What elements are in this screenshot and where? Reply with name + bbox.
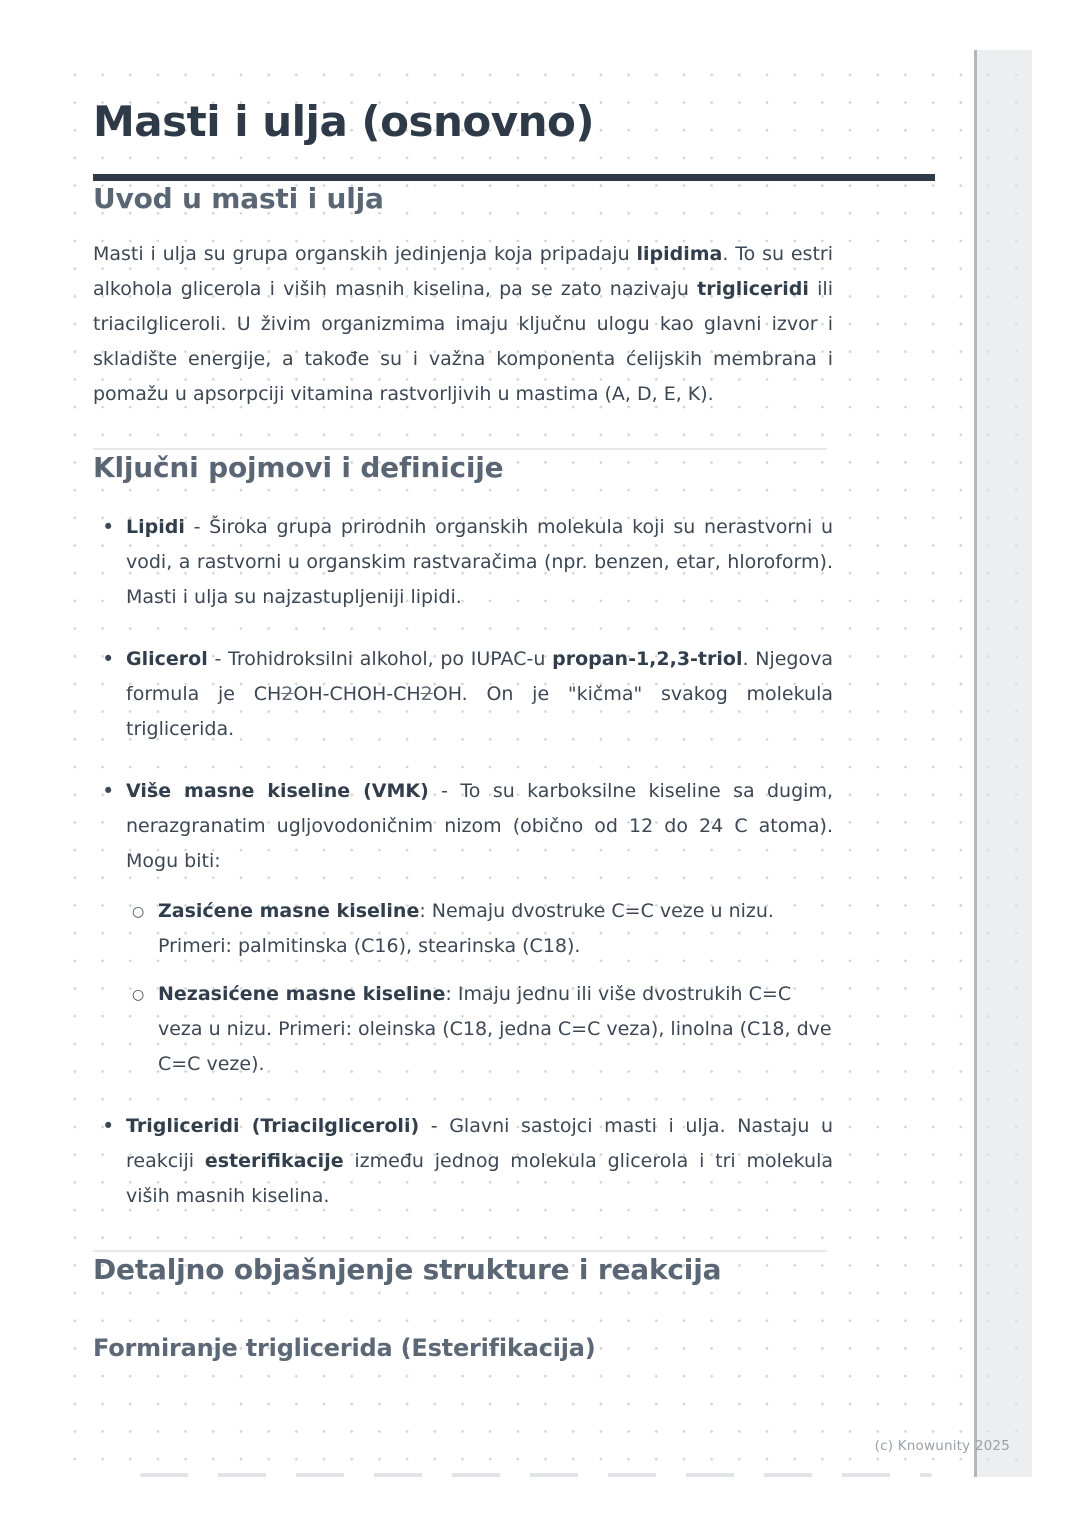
list-item-text: Više masne kiseline (VMK) - To su karboksilne kiseline sa dugim, nerazgranatim ugljovodoničnim nizom (obično od 12 do 24 C atoma). Mogu biti: xyxy=(126,780,833,872)
list-item-glicerol xyxy=(93,642,833,747)
content-column xyxy=(50,50,833,1364)
bullet-icon: • xyxy=(102,779,115,803)
section-heading-uvod: Uvod u masti i ulja xyxy=(93,182,384,215)
bullet-icon: • xyxy=(102,1114,115,1138)
intro-paragraph: Masti i ulja su grupa organskih jedinjenja koja pripadaju lipidima. To su estri alkohola glicerola i viših masnih kiselina, pa se zato nazivaju trigliceridi ili triacilgliceroli. U živim organizmima imaju ključnu ulogu kao glavni izvor i skladište energije, a takođe su i važna komponenta ćelijskih membrana i pomažu u apsorpciji vitamina rastvorljivih u mastima (A, D, E, K). xyxy=(93,243,833,405)
circle-bullet-icon: ○ xyxy=(132,987,145,1003)
list-item-text: Trigliceridi (Triacilgliceroli) - Glavni sastojci masti i ulja. Nastaju u reakciji esterifikacije između jednog molekula glicerola i tri molekula viših masnih kiselina. xyxy=(126,1115,833,1207)
list-item-vise-masne-kiseline xyxy=(93,774,833,1082)
key-terms-list xyxy=(93,510,833,1214)
sublist-item-zasicene xyxy=(126,894,833,964)
footer-copyright: (c) Knowunity 2025 xyxy=(874,1438,1010,1454)
sublist-item-nezasicene xyxy=(126,977,833,1082)
section-heading-detaljno: Detaljno objašnjenje strukture i reakcija xyxy=(93,1253,722,1286)
list-item-text: Zasićene masne kiseline: Nemaju dvostruke C=C veze u nizu. Primeri: palmitinska (C16), stearinska (C18). xyxy=(158,900,774,957)
fatty-acid-sublist xyxy=(126,894,833,1082)
page-edge-strip xyxy=(974,50,1032,1477)
title-underline xyxy=(93,174,935,181)
bullet-icon: • xyxy=(102,515,115,539)
circle-bullet-icon: ○ xyxy=(132,904,145,920)
list-item-lipidi xyxy=(93,510,833,615)
subsection-heading-formiranje: Formiranje triglicerida (Esterifikacija) xyxy=(93,1334,596,1362)
list-item-text: Lipidi - Široka grupa prirodnih organskih molekula koji su nerastvorni u vodi, a rastvorni u organskim rastvaračima (npr. benzen, etar, hloroform). Masti i ulja su najzastupljeniji lipidi. xyxy=(126,516,833,608)
list-item-trigliceridi xyxy=(93,1109,833,1214)
list-item-text: Nezasićene masne kiseline: Imaju jednu ili više dvostrukih C=C veza u nizu. Primeri: oleinska (C18, jedna C=C veza), linolna (C18, dve C=C veze). xyxy=(158,983,832,1075)
clipped-text-remnant xyxy=(140,1473,932,1477)
page-title: Masti i ulja (osnovno) xyxy=(93,97,595,146)
bullet-icon: • xyxy=(102,647,115,671)
section-heading-kljucni-pojmovi: Ključni pojmovi i definicije xyxy=(93,451,504,484)
dotted-paper xyxy=(50,50,1032,1477)
list-item-text: Glicerol - Trohidroksilni alkohol, po IUPAC-u propan-1,2,3-triol. Njegova formula je CH2OH-CHOH-CH2OH. On je "kičma" svakog molekula triglicerida. xyxy=(126,648,833,740)
